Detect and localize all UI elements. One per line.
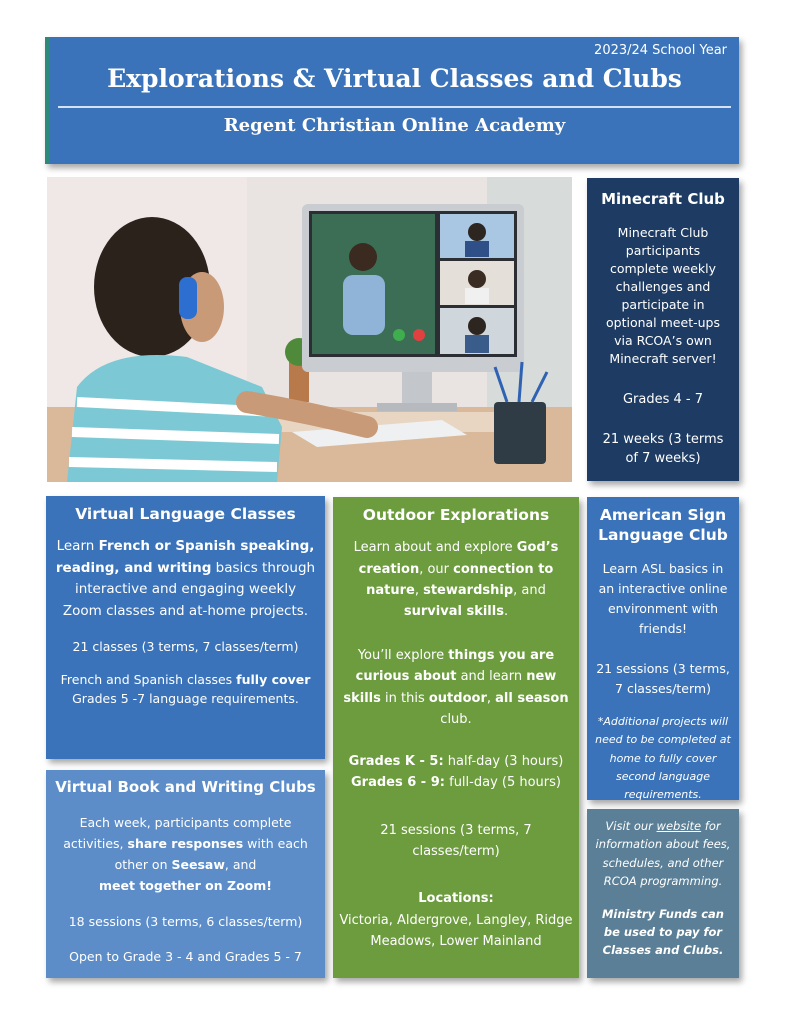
- outdoor-title: Outdoor Explorations: [362, 506, 550, 524]
- website-link[interactable]: website: [656, 819, 702, 833]
- asl-title: American Sign Language Club: [598, 506, 728, 545]
- asl-description: Learn ASL basics in an interactive online environment with friends!: [598, 561, 728, 637]
- outdoor-locations: Victoria, Aldergrove, Langley, Ridge Meadows, Lower Mainland: [339, 912, 573, 950]
- outdoor-explorations-card: [333, 497, 579, 978]
- asl-club-card: [587, 497, 739, 800]
- virtual-language-classes-card: [46, 496, 325, 759]
- minecraft-title: Minecraft Club: [601, 190, 725, 208]
- visit-website-text: Visit our website for information about fees, schedules, and other RCOA programming.: [595, 819, 731, 889]
- header-banner: [45, 37, 739, 164]
- minecraft-description: Minecraft Club participants complete weekly challenges and participate in optional meet-ups via RCOA’s own Minecraft server!: [606, 224, 720, 367]
- ministry-funds-note: Ministry Funds can be used to pay for Classes and Clubs.: [601, 906, 724, 958]
- asl-sessions: 21 sessions (3 terms, 7 classes/term): [596, 661, 730, 697]
- language-description: Learn French or Spanish speaking, reading, and writing basics through interactive and engaging weekly Zoom classes and at-home projects.: [55, 538, 316, 619]
- outdoor-sessions: 21 sessions (3 terms, 7 classes/term): [380, 822, 532, 859]
- outdoor-explore: You’ll explore things you are curious about and learn new skills in this outdoor, all season club.: [343, 647, 569, 728]
- language-title: Virtual Language Classes: [75, 505, 296, 523]
- book-grades: Open to Grade 3 - 4 and Grades 5 - 7: [69, 948, 302, 964]
- outdoor-locations-label: Locations:: [418, 891, 494, 907]
- book-writing-clubs-card: [46, 770, 325, 978]
- minecraft-club-card: [587, 178, 739, 481]
- language-requirements: French and Spanish classes fully cover Grades 5 -7 language requirements.: [60, 671, 311, 707]
- language-classes-count: 21 classes (3 terms, 7 classes/term): [72, 638, 299, 654]
- outdoor-intro: Learn about and explore God’s creation, our connection to nature, stewardship, and survival skills.: [353, 540, 559, 620]
- school-year: 2023/24 School Year: [594, 43, 727, 58]
- book-sessions: 18 sessions (3 terms, 6 classes/term): [68, 913, 303, 929]
- student-video-call-photo: [47, 177, 572, 482]
- header-divider: [58, 106, 731, 108]
- page-title: Explorations & Virtual Classes and Clubs: [107, 64, 682, 93]
- minecraft-grades: Grades 4 - 7: [622, 391, 704, 407]
- book-title: Virtual Book and Writing Clubs: [55, 778, 316, 796]
- academy-name: Regent Christian Online Academy: [223, 115, 566, 136]
- info-funding-card: [587, 809, 739, 978]
- outdoor-grade-times: Grades K - 5: half-day (3 hours) Grades 6 - 9: full-day (5 hours): [348, 753, 564, 791]
- asl-note: *Additional projects will need to be completed at home to fully cover second language requirements.: [595, 715, 731, 801]
- book-description: Each week, participants complete activities, share responses with each other on Seesaw, and meet together on Zoom!: [63, 814, 308, 894]
- minecraft-duration: 21 weeks (3 terms of 7 weeks): [602, 432, 724, 467]
